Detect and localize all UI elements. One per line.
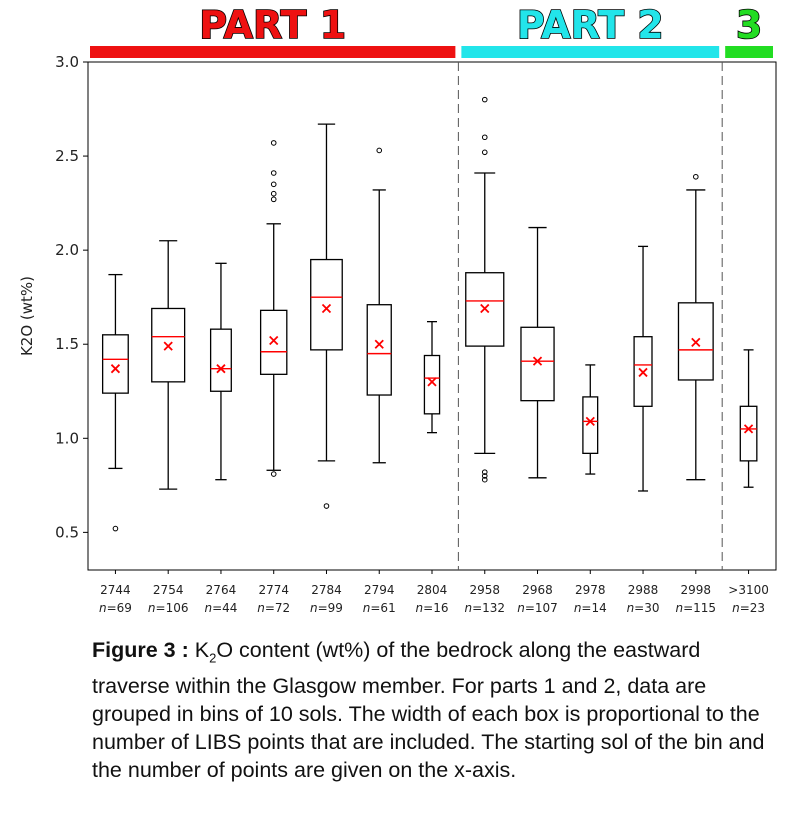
iqr-box [740, 406, 757, 461]
box-2978 [583, 365, 598, 474]
plot-frame [88, 62, 776, 570]
box-2794 [367, 148, 391, 463]
x-tick-label: 2784 [311, 583, 342, 597]
caption-sub: 2 [209, 650, 217, 666]
n-count-label: n=61 [362, 601, 396, 615]
caption-lead: Figure 3 : [92, 638, 189, 662]
iqr-box [103, 335, 129, 393]
n-count-label: n=72 [257, 601, 291, 615]
iqr-box [521, 327, 554, 400]
outlier-point [271, 182, 276, 187]
iqr-box [261, 310, 287, 374]
iqr-box [311, 260, 343, 350]
box-2804 [424, 322, 439, 433]
part-bar [725, 46, 773, 58]
outlier-point [271, 171, 276, 176]
box-2744 [103, 275, 129, 531]
outlier-point [482, 150, 487, 155]
outlier-point [271, 141, 276, 146]
caption-k: K [194, 638, 210, 662]
mean-marker [322, 304, 330, 312]
box-2754 [152, 241, 185, 489]
part-label: PART 1 [199, 3, 347, 47]
box-2998 [678, 174, 713, 479]
x-tick-label: 2764 [205, 583, 237, 597]
part-label: 3 [735, 3, 763, 47]
n-count-label: n=44 [204, 601, 238, 615]
outlier-point [271, 472, 276, 477]
x-tick-label: 2804 [416, 583, 448, 597]
outlier-point [271, 197, 276, 202]
n-count-label: n=107 [517, 601, 558, 615]
figure-caption [92, 636, 782, 784]
y-tick-label: 3.0 [55, 53, 79, 71]
outlier-point [324, 504, 329, 509]
x-tick-label: 2744 [100, 583, 131, 597]
iqr-box [424, 356, 439, 414]
x-tick-label: 2968 [522, 583, 553, 597]
box-2764 [211, 263, 232, 479]
n-count-label: n=106 [147, 601, 189, 615]
box-gt3100 [740, 350, 757, 487]
x-tick-label: 2774 [258, 583, 289, 597]
mean-marker [375, 340, 383, 348]
y-tick-label: 1.0 [55, 429, 79, 448]
box-2774 [261, 141, 287, 477]
mean-marker [164, 342, 172, 350]
outlier-point [694, 174, 699, 179]
mean-marker [111, 365, 119, 373]
n-count-label: n=69 [98, 601, 132, 615]
part-label: PART 2 [516, 3, 664, 47]
n-count-label: n=14 [573, 601, 607, 615]
box-2968 [521, 228, 554, 478]
box-2988 [634, 246, 652, 491]
part-dividers [458, 62, 722, 570]
iqr-box [367, 305, 391, 395]
x-axis-labels [99, 570, 769, 615]
mean-marker [481, 304, 489, 312]
x-tick-label: 2754 [152, 583, 184, 597]
mean-marker [428, 378, 436, 386]
n-count-label: n=23 [732, 601, 766, 615]
part-bars [90, 3, 773, 58]
y-axis-label: K2O (wt%) [18, 275, 36, 357]
iqr-box [211, 329, 232, 391]
part-bar [90, 46, 455, 58]
outlier-point [271, 191, 276, 196]
caption-text: O content (wt%) of the bedrock along the eastward traverse within the Glasgow member. For parts 1 and 2, data are grouped in bins of 10 sols. The width of each box is proportional to the number of LIBS points that are included. The starting sol of the bin and the number of points are given on the x-axis. [92, 638, 765, 783]
x-tick-label: 2978 [575, 583, 606, 597]
y-axis [55, 53, 88, 541]
x-tick-label: 2988 [627, 583, 659, 597]
mean-marker [692, 338, 700, 346]
y-tick-label: 2.0 [55, 241, 79, 260]
x-tick-label: 2958 [469, 583, 501, 597]
outlier-point [113, 526, 118, 531]
y-tick-label: 2.5 [55, 147, 79, 166]
part-bar [461, 46, 719, 58]
n-count-label: n=132 [464, 601, 506, 615]
box-2958 [466, 97, 504, 482]
n-count-label: n=30 [626, 601, 660, 615]
x-tick-label: 2998 [680, 583, 712, 597]
outlier-point [482, 135, 487, 140]
y-tick-label: 1.5 [55, 335, 79, 354]
x-tick-label: >3100 [728, 583, 769, 597]
boxes [103, 97, 757, 531]
outlier-point [377, 148, 382, 153]
box-2784 [311, 124, 343, 508]
y-tick-label: 0.5 [55, 523, 79, 542]
n-count-label: n=99 [310, 601, 343, 615]
n-count-label: n=115 [675, 601, 717, 615]
outlier-point [482, 97, 487, 102]
n-count-label: n=16 [415, 601, 449, 615]
mean-marker [270, 336, 278, 344]
x-tick-label: 2794 [363, 583, 395, 597]
iqr-box [583, 397, 598, 453]
mean-marker [639, 368, 647, 376]
